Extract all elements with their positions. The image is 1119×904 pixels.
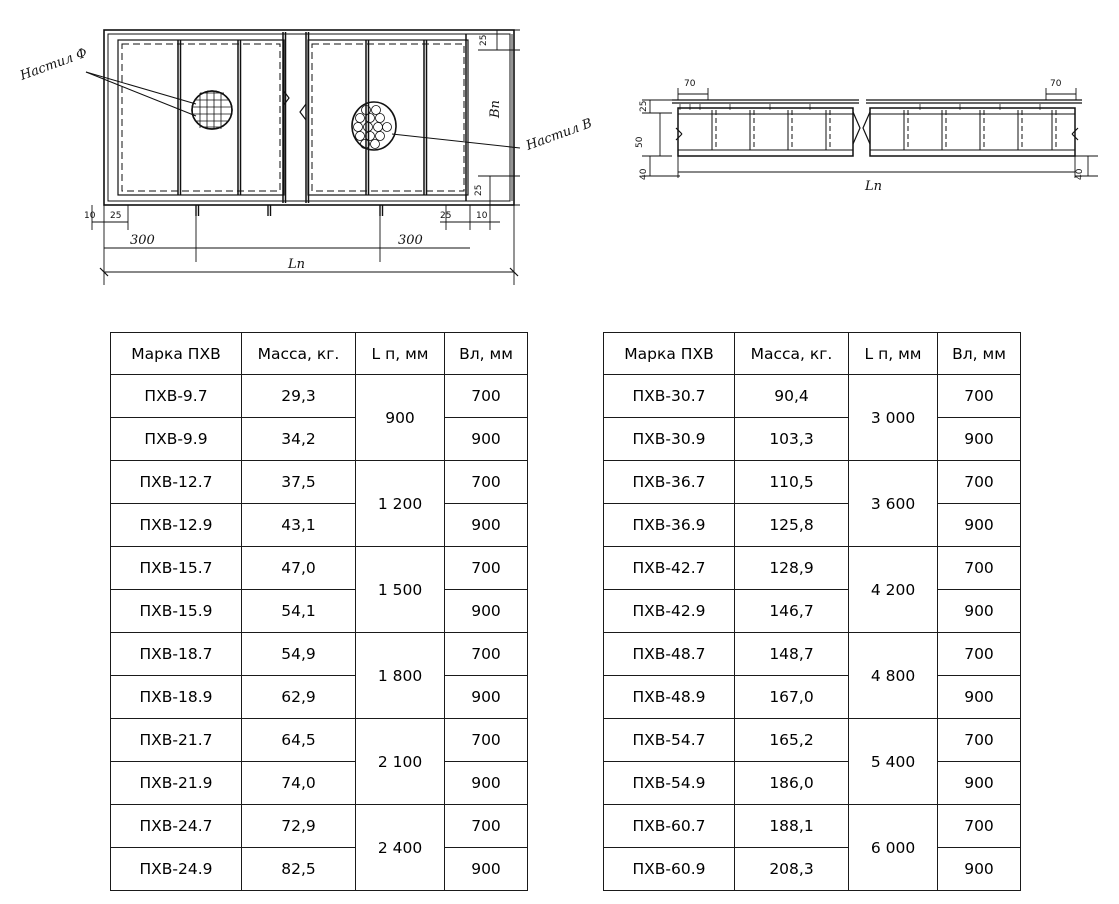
table-row <box>111 504 528 547</box>
cell-vl: 900 <box>445 848 528 891</box>
cell-vl: 700 <box>445 633 528 676</box>
cell-lp: 6 000 <box>849 805 938 891</box>
cell-mass: 167,0 <box>735 676 849 719</box>
cell-vl: 900 <box>938 504 1021 547</box>
table-row <box>604 504 1021 547</box>
cell-vl: 900 <box>445 504 528 547</box>
table-row <box>604 805 1021 848</box>
cell-mass: 125,8 <box>735 504 849 547</box>
cell-vl: 900 <box>938 590 1021 633</box>
cell-mark: ПХВ-54.9 <box>604 762 735 805</box>
cell-mark: ПХВ-30.7 <box>604 375 735 418</box>
cell-mass: 74,0 <box>242 762 356 805</box>
cell-vl: 900 <box>445 762 528 805</box>
table-row <box>604 719 1021 762</box>
cell-vl: 900 <box>445 676 528 719</box>
cell-mark: ПХВ-42.7 <box>604 547 735 590</box>
cell-mass: 82,5 <box>242 848 356 891</box>
table-row <box>111 547 528 590</box>
header-lp: L п, мм <box>356 333 445 375</box>
cell-vl: 900 <box>938 676 1021 719</box>
cell-mark: ПХВ-36.7 <box>604 461 735 504</box>
cell-mark: ПХВ-24.7 <box>111 805 242 848</box>
dim-width-bp-label: Вп <box>488 100 503 118</box>
table-header-row <box>111 333 528 375</box>
dim-25-bottom-label: 25 <box>474 184 484 196</box>
cell-lp: 1 500 <box>356 547 445 633</box>
table-row <box>111 848 528 891</box>
cell-vl: 700 <box>938 461 1021 504</box>
cell-vl: 900 <box>445 590 528 633</box>
cell-lp: 1 200 <box>356 461 445 547</box>
cell-mark: ПХВ-42.9 <box>604 590 735 633</box>
header-vl: Вл, мм <box>445 333 528 375</box>
cell-mass: 148,7 <box>735 633 849 676</box>
cell-vl: 700 <box>445 547 528 590</box>
table-row <box>111 375 528 418</box>
cell-mark: ПХВ-54.7 <box>604 719 735 762</box>
cell-vl: 700 <box>445 805 528 848</box>
cell-lp: 3 600 <box>849 461 938 547</box>
table-row <box>604 676 1021 719</box>
table-row <box>604 418 1021 461</box>
section-view-drawing <box>620 0 1119 320</box>
dim-300-a-label: 300 <box>130 233 155 248</box>
table-row <box>604 848 1021 891</box>
spec-table-left <box>110 332 528 891</box>
cell-mark: ПХВ-24.9 <box>111 848 242 891</box>
cell-lp: 4 200 <box>849 547 938 633</box>
cell-mass: 29,3 <box>242 375 356 418</box>
cell-vl: 700 <box>938 375 1021 418</box>
cell-vl: 900 <box>938 848 1021 891</box>
cell-mass: 72,9 <box>242 805 356 848</box>
cell-mass: 37,5 <box>242 461 356 504</box>
cell-lp: 900 <box>356 375 445 461</box>
table-row <box>111 590 528 633</box>
cell-mark: ПХВ-15.9 <box>111 590 242 633</box>
header-mark: Марка ПХВ <box>111 333 242 375</box>
cell-mass: 208,3 <box>735 848 849 891</box>
cell-mark: ПХВ-48.7 <box>604 633 735 676</box>
cell-mark: ПХВ-30.9 <box>604 418 735 461</box>
plan-view-drawing <box>0 0 620 320</box>
table-row <box>604 762 1021 805</box>
dim-50-section-label: 50 <box>635 136 645 148</box>
cell-vl: 700 <box>445 375 528 418</box>
cell-mass: 54,9 <box>242 633 356 676</box>
cell-mark: ПХВ-9.9 <box>111 418 242 461</box>
cell-mark: ПХВ-15.7 <box>111 547 242 590</box>
cell-mass: 34,2 <box>242 418 356 461</box>
cell-mark: ПХВ-18.9 <box>111 676 242 719</box>
table-row <box>604 547 1021 590</box>
dim-40-right-label: 40 <box>1075 168 1085 180</box>
spec-table-right <box>603 332 1021 891</box>
table-row <box>604 461 1021 504</box>
dim-70-label: 70 <box>684 79 696 89</box>
technical-drawings <box>0 0 1119 320</box>
table-row <box>111 719 528 762</box>
dim-25-left-label: 25 <box>110 211 122 221</box>
cell-mass: 128,9 <box>735 547 849 590</box>
dim-25-section-label: 25 <box>639 100 649 112</box>
cell-mark: ПХВ-36.9 <box>604 504 735 547</box>
cell-lp: 2 400 <box>356 805 445 891</box>
cell-mass: 90,4 <box>735 375 849 418</box>
cell-mark: ПХВ-12.9 <box>111 504 242 547</box>
dim-25-top-label: 25 <box>479 34 489 46</box>
dim-lp-section-label: Lп <box>865 179 883 194</box>
cell-vl: 700 <box>445 461 528 504</box>
cell-mark: ПХВ-60.7 <box>604 805 735 848</box>
cell-vl: 900 <box>938 418 1021 461</box>
table-row <box>111 805 528 848</box>
cell-mass: 47,0 <box>242 547 356 590</box>
dim-40-left-label: 40 <box>639 168 649 180</box>
table-row <box>604 375 1021 418</box>
header-lp: L п, мм <box>849 333 938 375</box>
header-mass: Масса, кг. <box>735 333 849 375</box>
cell-mass: 165,2 <box>735 719 849 762</box>
cell-mass: 54,1 <box>242 590 356 633</box>
cell-vl: 700 <box>938 633 1021 676</box>
dim-lp-plan-label: Lп <box>288 257 306 272</box>
cell-lp: 2 100 <box>356 719 445 805</box>
table-row <box>111 676 528 719</box>
table-row <box>604 633 1021 676</box>
cell-mark: ПХВ-21.9 <box>111 762 242 805</box>
cell-mark: ПХВ-12.7 <box>111 461 242 504</box>
cell-mass: 43,1 <box>242 504 356 547</box>
cell-mark: ПХВ-21.7 <box>111 719 242 762</box>
cell-mass: 110,5 <box>735 461 849 504</box>
cell-vl: 900 <box>938 762 1021 805</box>
cell-lp: 3 000 <box>849 375 938 461</box>
cell-mass: 64,5 <box>242 719 356 762</box>
cell-mass: 146,7 <box>735 590 849 633</box>
cell-vl: 700 <box>938 719 1021 762</box>
dim-70-right-label: 70 <box>1050 79 1062 89</box>
dim-10-left-label: 10 <box>84 211 96 221</box>
table-row <box>111 461 528 504</box>
table-row <box>111 762 528 805</box>
cell-mass: 62,9 <box>242 676 356 719</box>
callout-nastil-v-label: Настил В <box>524 116 595 154</box>
header-vl: Вл, мм <box>938 333 1021 375</box>
cell-mark: ПХВ-18.7 <box>111 633 242 676</box>
cell-mass: 188,1 <box>735 805 849 848</box>
cell-vl: 700 <box>938 547 1021 590</box>
table-row <box>604 590 1021 633</box>
table-right <box>603 332 1021 891</box>
dim-25-right-label: 25 <box>440 211 452 221</box>
cell-lp: 4 800 <box>849 633 938 719</box>
dim-10-right-label: 10 <box>476 211 488 221</box>
callout-nastil-f-label: Настил Ф <box>18 45 90 84</box>
table-left <box>110 332 528 891</box>
table-row <box>111 418 528 461</box>
cell-mark: ПХВ-48.9 <box>604 676 735 719</box>
cell-mark: ПХВ-9.7 <box>111 375 242 418</box>
cell-mark: ПХВ-60.9 <box>604 848 735 891</box>
cell-mass: 103,3 <box>735 418 849 461</box>
cell-lp: 1 800 <box>356 633 445 719</box>
cell-lp: 5 400 <box>849 719 938 805</box>
cell-vl: 900 <box>445 418 528 461</box>
table-header-row <box>604 333 1021 375</box>
table-row <box>111 633 528 676</box>
header-mass: Масса, кг. <box>242 333 356 375</box>
dim-300-b-label: 300 <box>398 233 423 248</box>
cell-mass: 186,0 <box>735 762 849 805</box>
header-mark: Марка ПХВ <box>604 333 735 375</box>
cell-vl: 700 <box>445 719 528 762</box>
cell-vl: 700 <box>938 805 1021 848</box>
